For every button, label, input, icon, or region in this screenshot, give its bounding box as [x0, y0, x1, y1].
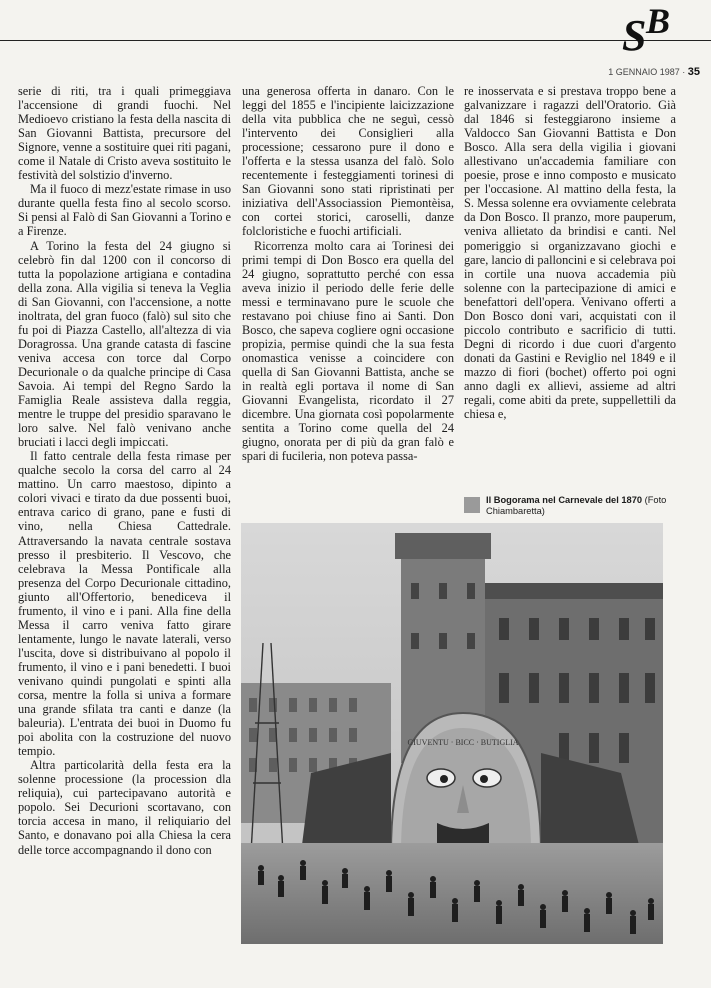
- page-meta: 1 GENNAIO 1987 · 35: [608, 66, 700, 78]
- paragraph: A Torino la festa del 24 giugno si celebrò fin dal 1200 con il concorso di tutta la popolazione artigiana e contadina della zona. Alla vigilia si teneva la Veglia di San Giovanni, con l'accensione, a notte inoltrata, del gran fuoco (falò) sul sito che fu poi di Piazza Castello, all'altezza di via Doragrossa. Una grande catasta di fascine veniva accesa con torce dal Corpo Decurionale o da qualche principe di Casa Savoia. Ai tempi del Regno Sardo la Famiglia Reale assisteva dalla reggia, mentre le truppe del presidio sparavano le loro salve. Nel falò venivano anche bruciati i lacci degli impiccati.: [18, 238, 231, 450]
- text-column-1: [18, 84, 231, 974]
- text-column-3: [464, 84, 676, 469]
- paragraph: Altra particolarità della festa era la solenne processione (la procession dla reliquia), cui partecipavano autorità e popolo. Sei Decurioni scortavano, con torcia accesa in mano, il reliquiario del Santo, e donavano poi alla Chiesa la cera delle torce accompagnando il dono con: [18, 758, 231, 857]
- caption-credit: (Foto Chiambaretta): [486, 495, 667, 516]
- banner-text: GIUVENTU · BICC · BUTIGLIA: [407, 738, 519, 747]
- logo-letter-b: B: [646, 1, 671, 41]
- photo-illustration: [241, 523, 663, 944]
- header-rule: [0, 40, 711, 41]
- issue-date: 1 GENNAIO 1987: [608, 67, 680, 77]
- logo-letter-s: S: [622, 11, 647, 60]
- paragraph: re inosservata e si prestava troppo bene a galvanizzare i ragazzi dell'Oratorio. Già dal 1846 si festeggiarono insieme a Valdocco San Giovanni Battista e Don Bosco. Alla sera della vigilia i giovani allestivano un'accademia familiare con poesie, prose e inno composto e musicato per l'occasione. Al mattino della festa, la S. Messa solenne era ovviamente celebrata da Don Bosco. Il pranzo, more pauperum, veniva allietato da brindisi e canti. Nel pomeriggio si organizzavano giochi e gare, lancio di palloncini e si celebrava poi in cortile una nuova accademia più solenne con la partecipazione di amici e benefattori dell'opera. Venivano offerti a Don Bosco doni vari, acquistati con il piccolo contributo e sacrificio di tutti. Degni di ricordo i due cuori d'argento donati da Gastini e Reviglio nel 1849 e il mazzo di fiori (bochet) offerto poi ogni anno dagli ex allievi, assieme ad altri regali, come abiti da prete, suppellettili da chiesa e,: [464, 84, 676, 422]
- historic-photo: [241, 523, 663, 944]
- caption-marker: [464, 497, 480, 513]
- paragraph: Il fatto centrale della festa rimase per qualche secolo la corsa del carro al 24 mattino. Un carro maestoso, dipinto a colori vivaci e tirato da due possenti buoi, entrava carico di grano, pane e fusti di vino, nella Chiesa Cattedrale. Attraversando la navata centrale sostava presso il presbiterio. Il Vescovo, che celebrava la Messa Pontificale alla presenza del Corpo Decurionale cittadino, giunto all'Offertorio, benediceva il frumento, il vino e i pani. Alla fine della Messa il carro veniva fatto girare lentamente, lungo le navate laterali, verso l'uscita, dove si distribuivano al popolo il frumento, il vino e i pani benedetti. I buoi venivano quindi pungolati e spinti alla corsa, mentre la folla si univa a formare una grande sfilata tra canti e danze (la baleuria). L'entrata dei buoi in Duomo fu poi abolita con la costruzione del nuovo tempio.: [18, 449, 231, 759]
- magazine-logo: [622, 1, 702, 60]
- paragraph: una generosa offerta in danaro. Con le leggi del 1855 e l'incipiente laicizzazione della vita pubblica che ne seguì, cessò l'intervento dei Consiglieri alla processione; cessarono pure il dono e l'offerta e la stessa usanza del falò. Solo recentemente i festeggiamenti torinesi di San Giovanni sono stati ripristinati per iniziativa dell'Associassion Piemontèisa, con cortei storici, caroselli, danze folcloristiche e fuochi artificiali.: [242, 84, 454, 239]
- paragraph: Ma il fuoco di mezz'estate rimase in uso durante quella festa fino al secolo scorso. Si pensi al Falò di San Giovanni a Torino e a Firenze.: [18, 182, 231, 239]
- page-number: 35: [687, 66, 700, 78]
- paragraph: serie di riti, tra i quali primeggiava l'accensione di grandi fuochi. Nel Medioevo cristiano la festa della nascita di San Giovanni Battista, precursore del Signore, venne a sostituire quei riti pagani, come il Natale di Cristo aveva sostituito le festività del solstizio d'inverno.: [18, 84, 231, 183]
- text-column-2: [242, 84, 454, 494]
- caption-title: Il Bogorama nel Carnevale del 1870: [486, 495, 643, 505]
- paragraph: Ricorrenza molto cara ai Torinesi dei primi tempi di Don Bosco era quella del 24 giugno, soprattutto perché con essa aveva inizio il periodo delle ferie delle messi e terminavano pure le scuole che restavano poi chiuse fino ai Santi. Don Bosco, che sapeva cogliere ogni occasione propizia, permise quindi che la sua festa onomastica venisse a coincidere con quella di San Giovanni Battista, anche se in realtà egli portava il nome di San Giovanni Evangelista, ricordato il 27 dicembre. Una giornata così popolarmente sentita a Torino come quella del 24 giugno, onorata per di più da gran falò e spari di fucileria, non poteva passa-: [242, 238, 454, 464]
- photo-caption: [464, 495, 684, 525]
